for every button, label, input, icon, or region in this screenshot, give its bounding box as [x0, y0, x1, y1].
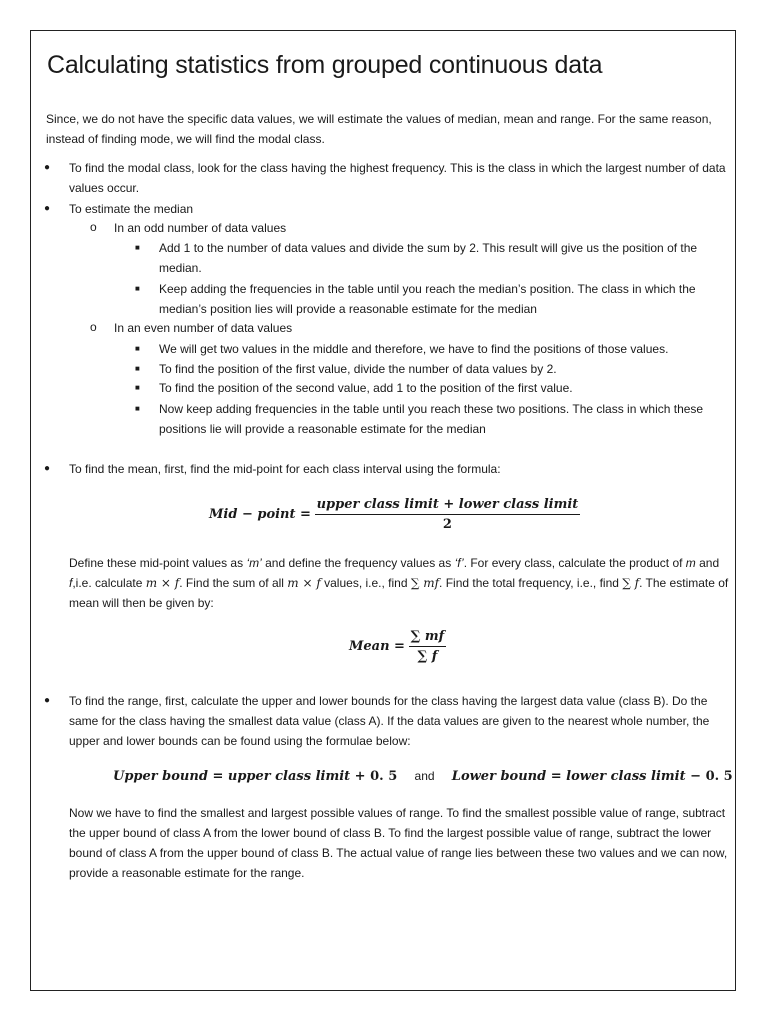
upper-bound-formula: Upper bound = upper class limit + — [113, 769, 371, 784]
math-expression: m × f — [287, 576, 321, 590]
text-run: . For every class, calculate the product of — [463, 556, 686, 570]
text-run: . The estimate of mean will then be given by: — [69, 576, 729, 610]
square-bullet-icon: ■ — [135, 284, 140, 293]
mean-formula — [349, 629, 446, 664]
square-bullet-icon: ■ — [135, 364, 140, 373]
bounds-formula — [113, 768, 733, 784]
lower-bound-formula: Lower bound = lower class limit − — [451, 769, 706, 784]
formula-denominator: ∑ f — [409, 646, 447, 664]
list-item-text: To find the position of the first value, divide the number of data values by 2. — [159, 362, 557, 376]
list-item-even-4 — [135, 399, 715, 439]
f-symbol: ‘f’ — [454, 556, 464, 570]
bullet-mean — [44, 459, 731, 479]
formula-lhs: Mid − point = — [209, 506, 311, 522]
closing-paragraph: Now we have to find the smallest and largest possible values of range. To find the smallest possible value of range, subtract the upper bound of class A from the lower bound of class B. To find the largest possible value of range, subtract the lower bound of class A from the upper bound of class B. The actual value of range lies between these two values and we can now, provide a reasonable estimate for the range. — [69, 806, 728, 880]
math-expression: ∑ mf — [410, 576, 440, 590]
formula-numerator: ∑ mf — [410, 629, 445, 644]
bullet-dot-icon: ● — [44, 463, 51, 474]
bullet-text: To find the mean, first, find the mid-point for each class interval using the formula: — [69, 462, 501, 476]
square-bullet-icon: ■ — [135, 404, 140, 413]
formula-lhs: Mean = — [349, 638, 405, 654]
list-item-even-1 — [135, 339, 715, 359]
bullet-range — [44, 691, 731, 751]
list-item-text: Now keep adding frequencies in the table until you reach these two positions. The class in which these positions lie will provide a reasonable estimate for the median — [159, 402, 704, 436]
text-run: values, i.e., find — [320, 576, 411, 590]
math-expression: m × f — [145, 576, 180, 590]
bullet-modal-class — [44, 158, 731, 198]
list-item-text: We will get two values in the middle and therefore, we have to find the positions of those values. — [159, 342, 669, 356]
f-symbol: f — [69, 576, 73, 590]
square-bullet-icon: ■ — [135, 383, 140, 392]
bullet-dot-icon: ● — [44, 203, 51, 214]
list-item-text: To find the position of the second value, add 1 to the position of the first value. — [159, 381, 573, 395]
square-bullet-icon: ■ — [135, 344, 140, 353]
intro-paragraph: Since, we do not have the specific data values, we will estimate the values of median, mean and range. For the same reason, instead of finding mode, we will find the modal class. — [46, 112, 712, 146]
bullet-text: To find the modal class, look for the class having the highest frequency. This is the class in which the largest number of data values occur. — [69, 161, 726, 195]
sub-bullet-text: In an even number of data values — [114, 321, 293, 335]
list-item-even-2 — [135, 359, 715, 379]
list-item-text: Keep adding the frequencies in the table until you reach the median’s position. The class in which the median’s position lies will provide a reasonable estimate for the median — [159, 282, 696, 316]
text-run: . Find the total frequency, i.e., find — [439, 576, 623, 590]
m-symbol: ‘m’ — [246, 556, 262, 570]
circle-bullet-icon: o — [90, 220, 97, 234]
formula-fraction — [409, 629, 447, 664]
document-page — [30, 30, 736, 991]
upper-bound-constant: 0. 5 — [370, 769, 398, 784]
formula-numerator: upper class limit + lower class limit — [316, 497, 579, 512]
m-symbol: m — [685, 556, 696, 570]
sub-bullet-even — [90, 318, 724, 338]
midpoint-formula — [209, 497, 580, 532]
list-item-odd-1 — [135, 238, 715, 278]
text-run: ,i.e. calculate — [72, 576, 146, 590]
text-run: Define these mid-point values as — [69, 556, 247, 570]
sub-bullet-text: In an odd number of data values — [114, 221, 287, 235]
text-run: and define the frequency values as — [261, 556, 455, 570]
formula-fraction — [315, 497, 581, 532]
bullet-dot-icon: ● — [44, 162, 51, 173]
bullet-median — [44, 199, 731, 219]
lower-bound-constant: 0. 5 — [705, 769, 733, 784]
define-paragraph — [69, 553, 729, 613]
bullet-text: To estimate the median — [69, 202, 194, 216]
bullet-text: To find the range, first, calculate the upper and lower bounds for the class having the largest data value (class B). Do the same for the class having the smallest data value (class A). If the data values are given to the nearest whole number, the upper and lower bounds can be found using the formulae below: — [69, 694, 710, 748]
text-run: and — [695, 556, 720, 570]
formula-denominator: 2 — [315, 514, 581, 532]
square-bullet-icon: ■ — [135, 243, 140, 252]
circle-bullet-icon: o — [90, 320, 97, 334]
list-item-odd-2 — [135, 279, 715, 319]
list-item-even-3 — [135, 378, 715, 398]
list-item-text: Add 1 to the number of data values and divide the sum by 2. This result will give us the position of the median. — [159, 241, 698, 275]
sub-bullet-odd — [90, 218, 724, 238]
text-run: . Find the sum of all — [179, 576, 288, 590]
bullet-dot-icon: ● — [44, 695, 51, 706]
math-expression: ∑ f — [622, 576, 640, 590]
and-connector: and — [414, 769, 435, 783]
page-title: Calculating statistics from grouped continuous data — [47, 51, 603, 79]
